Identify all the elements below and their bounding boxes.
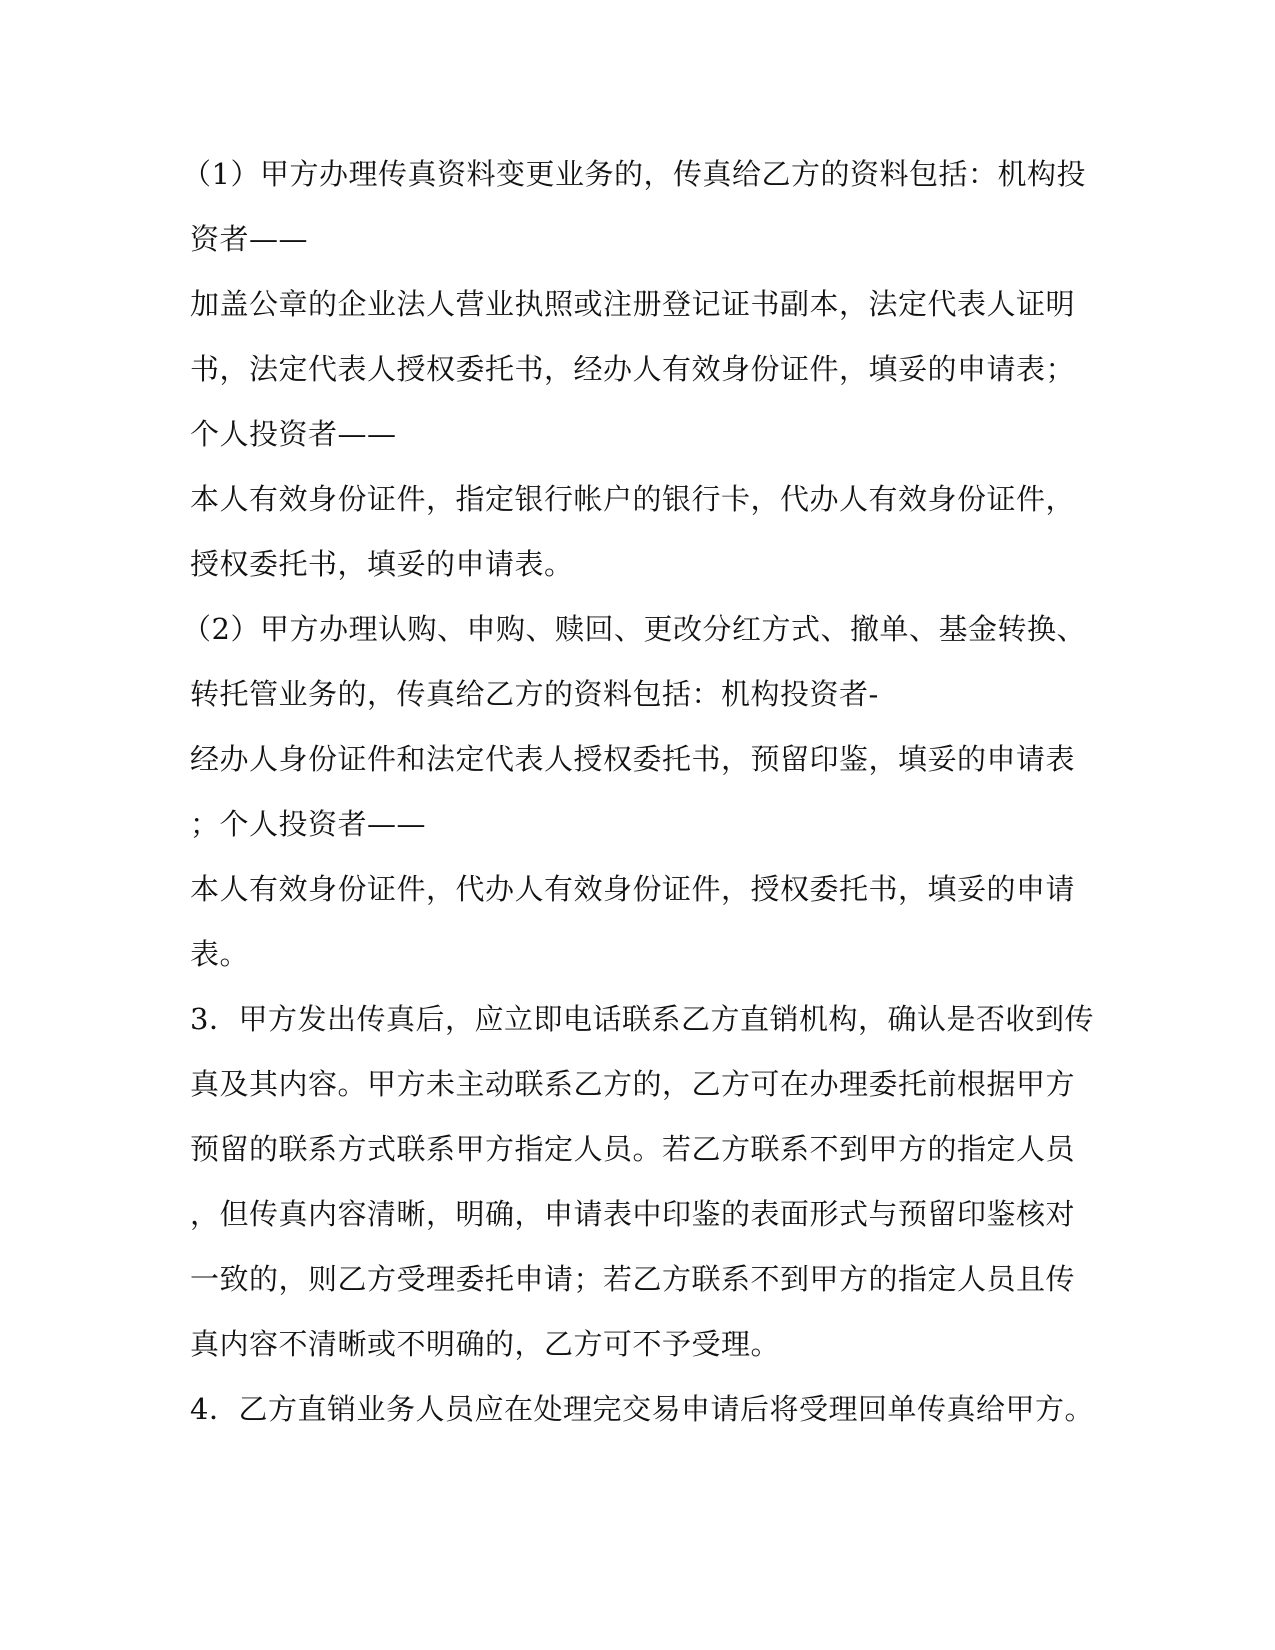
- text-line: 经办人身份证件和法定代表人授权委托书，预留印鉴，填妥的申请表: [190, 742, 1076, 776]
- text-line: 授权委托书，填妥的申请表。: [190, 547, 574, 581]
- text-line: 真及其内容。甲方未主动联系乙方的，乙方可在办理委托前根据甲方: [190, 1067, 1076, 1101]
- text-line: 4．乙方直销业务人员应在处理完交易申请后将受理回单传真给甲方。: [190, 1392, 1094, 1426]
- text-line: 本人有效身份证件，指定银行帐户的银行卡，代办人有效身份证件，: [190, 482, 1076, 516]
- text-line: 预留的联系方式联系甲方指定人员。若乙方联系不到甲方的指定人员: [190, 1132, 1076, 1166]
- text-line: （1）甲方办理传真资料变更业务的，传真给乙方的资料包括：机构投: [182, 157, 1086, 191]
- text-line: 转托管业务的，传真给乙方的资料包括：机构投资者-: [190, 677, 879, 711]
- text-line: 书，法定代表人授权委托书，经办人有效身份证件，填妥的申请表；: [190, 352, 1076, 386]
- text-line: 本人有效身份证件，代办人有效身份证件，授权委托书，填妥的申请: [190, 872, 1076, 906]
- text-line: 加盖公章的企业法人营业执照或注册登记证书副本，法定代表人证明: [190, 287, 1076, 321]
- text-line: 资者——: [190, 222, 309, 256]
- text-line: （2）甲方办理认购、申购、赎回、更改分红方式、撤单、基金转换、: [182, 612, 1086, 646]
- text-line: ；个人投资者——: [190, 807, 427, 841]
- text-line: 3．甲方发出传真后，应立即电话联系乙方直销机构，确认是否收到传: [190, 1002, 1094, 1036]
- text-line: 表。: [190, 937, 250, 971]
- text-line: 真内容不清晰或不明确的，乙方可不予受理。: [190, 1327, 781, 1361]
- text-line: 个人投资者——: [190, 417, 397, 451]
- text-line: ，但传真内容清晰，明确，申请表中印鉴的表面形式与预留印鉴核对: [190, 1197, 1076, 1231]
- text-line: 一致的，则乙方受理委托申请；若乙方联系不到甲方的指定人员且传: [190, 1262, 1076, 1296]
- document-body: [182, 154, 1094, 1454]
